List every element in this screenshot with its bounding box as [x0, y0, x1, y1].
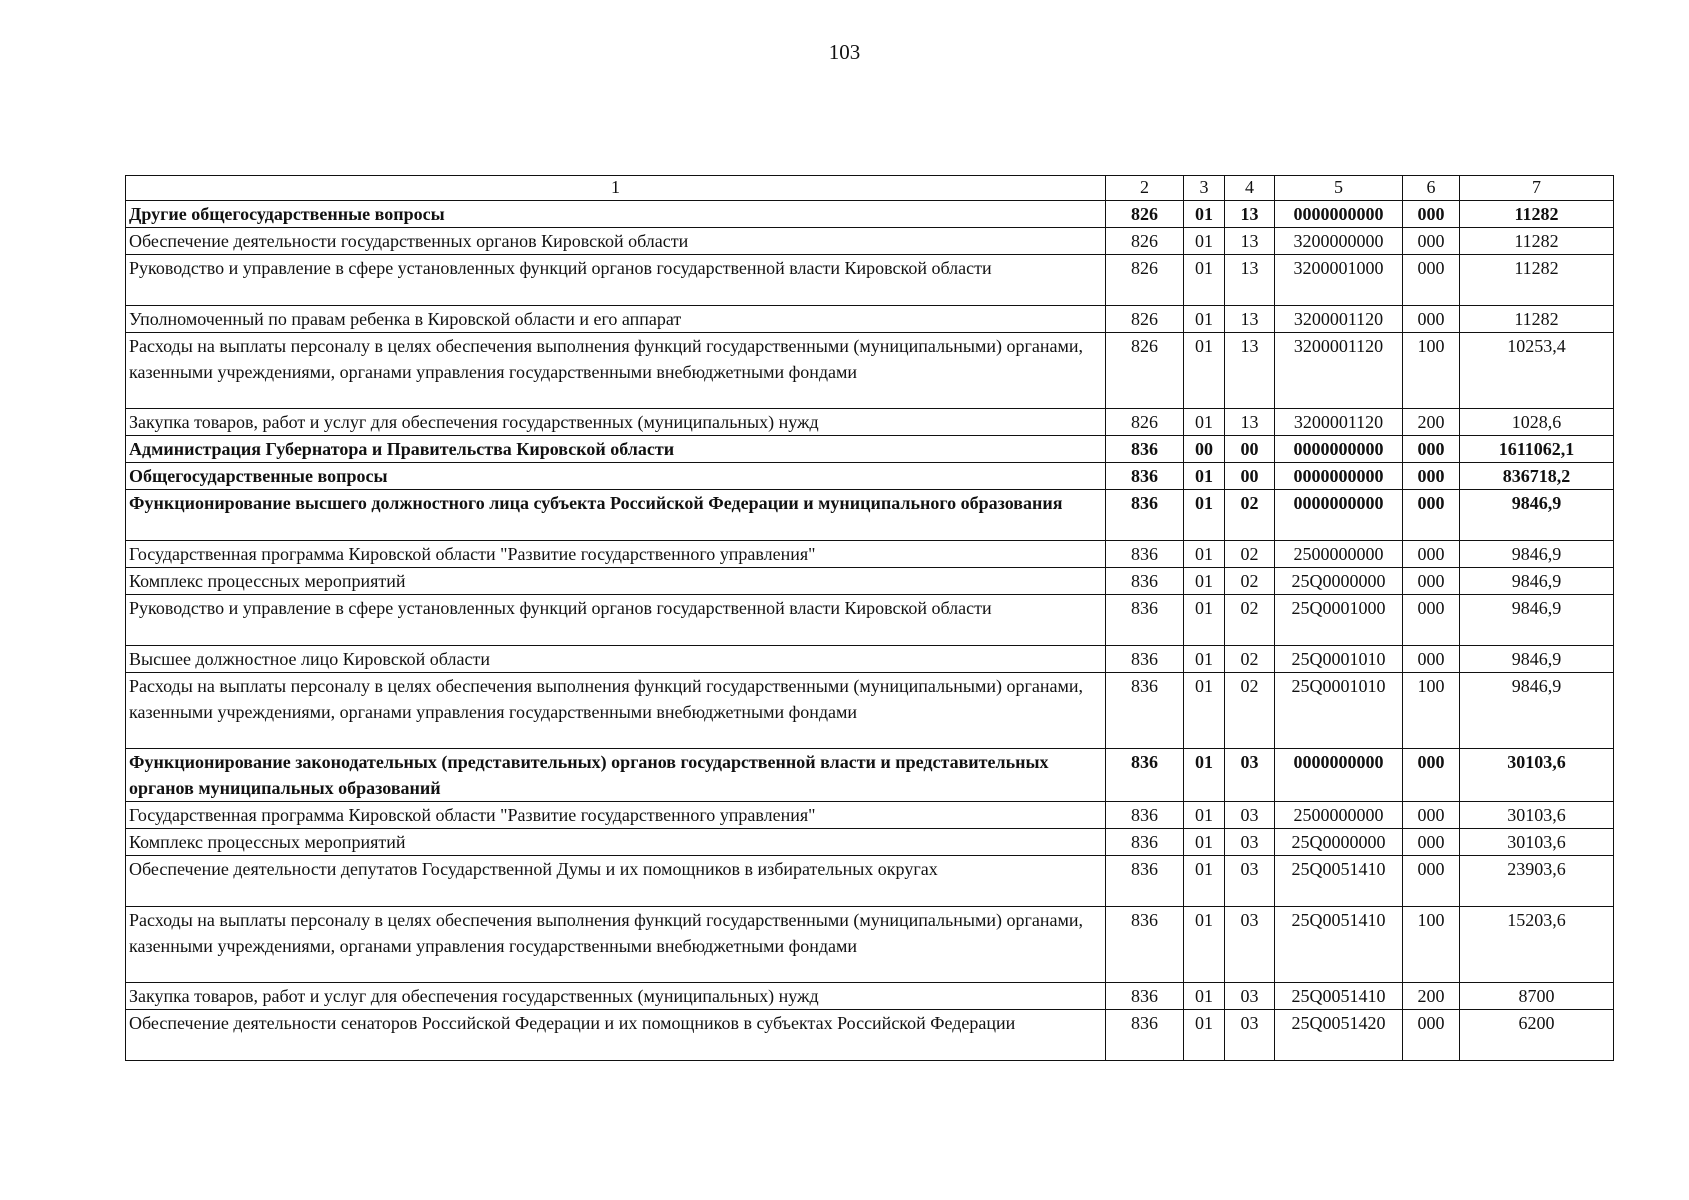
table-row	[126, 1010, 1614, 1061]
row-name-cell: Функционирование законодательных (представительных) органов государственной власти и представительных органов муниципальных образований	[126, 749, 1106, 802]
target-article-cell: 0000000000	[1275, 490, 1403, 541]
subsection-code-cell: 02	[1225, 595, 1275, 646]
table-row	[126, 983, 1614, 1010]
expense-type-cell: 000	[1403, 856, 1460, 907]
target-article-cell: 25Q0001010	[1275, 646, 1403, 673]
expense-type-cell: 000	[1403, 255, 1460, 306]
table-body	[126, 201, 1614, 1061]
section-code-cell: 01	[1184, 646, 1225, 673]
section-code-cell: 01	[1184, 333, 1225, 409]
target-article-cell: 25Q0051410	[1275, 856, 1403, 907]
table-row	[126, 802, 1614, 829]
section-code-cell: 01	[1184, 749, 1225, 802]
row-name-cell: Расходы на выплаты персоналу в целях обеспечения выполнения функций государственными (муниципальными) органами, казенными учреждениями, органами управления государственными внебюджетными фондами	[126, 673, 1106, 749]
row-name-cell: Расходы на выплаты персоналу в целях обеспечения выполнения функций государственными (муниципальными) органами, казенными учреждениями, органами управления государственными внебюджетными фондами	[126, 907, 1106, 983]
subsection-code-cell: 00	[1225, 463, 1275, 490]
amount-cell: 30103,6	[1460, 802, 1614, 829]
expense-type-cell: 000	[1403, 541, 1460, 568]
amount-cell: 30103,6	[1460, 829, 1614, 856]
column-header: 7	[1460, 176, 1614, 201]
admin-code-cell: 836	[1106, 595, 1184, 646]
row-name-cell: Закупка товаров, работ и услуг для обеспечения государственных (муниципальных) нужд	[126, 983, 1106, 1010]
subsection-code-cell: 13	[1225, 409, 1275, 436]
target-article-cell: 25Q0000000	[1275, 568, 1403, 595]
admin-code-cell: 836	[1106, 436, 1184, 463]
section-code-cell: 01	[1184, 856, 1225, 907]
expense-type-cell: 000	[1403, 463, 1460, 490]
subsection-code-cell: 13	[1225, 201, 1275, 228]
amount-cell: 23903,6	[1460, 856, 1614, 907]
table-row	[126, 201, 1614, 228]
amount-cell: 9846,9	[1460, 541, 1614, 568]
budget-table	[125, 175, 1614, 1061]
table-row	[126, 436, 1614, 463]
expense-type-cell: 000	[1403, 568, 1460, 595]
expense-type-cell: 000	[1403, 201, 1460, 228]
target-article-cell: 25Q0051420	[1275, 1010, 1403, 1061]
table-row	[126, 541, 1614, 568]
expense-type-cell: 200	[1403, 409, 1460, 436]
table-row	[126, 829, 1614, 856]
amount-cell: 6200	[1460, 1010, 1614, 1061]
admin-code-cell: 836	[1106, 1010, 1184, 1061]
amount-cell: 15203,6	[1460, 907, 1614, 983]
subsection-code-cell: 03	[1225, 907, 1275, 983]
subsection-code-cell: 13	[1225, 228, 1275, 255]
expense-type-cell: 000	[1403, 436, 1460, 463]
amount-cell: 9846,9	[1460, 673, 1614, 749]
admin-code-cell: 836	[1106, 983, 1184, 1010]
table-header-row	[126, 176, 1614, 201]
row-name-cell: Государственная программа Кировской области "Развитие государственного управления"	[126, 541, 1106, 568]
table-row	[126, 673, 1614, 749]
expense-type-cell: 000	[1403, 802, 1460, 829]
subsection-code-cell: 00	[1225, 436, 1275, 463]
amount-cell: 9846,9	[1460, 646, 1614, 673]
target-article-cell: 0000000000	[1275, 436, 1403, 463]
amount-cell: 9846,9	[1460, 490, 1614, 541]
target-article-cell: 25Q0001010	[1275, 673, 1403, 749]
expense-type-cell: 000	[1403, 306, 1460, 333]
column-header: 2	[1106, 176, 1184, 201]
section-code-cell: 01	[1184, 829, 1225, 856]
amount-cell: 1028,6	[1460, 409, 1614, 436]
amount-cell: 11282	[1460, 255, 1614, 306]
admin-code-cell: 826	[1106, 306, 1184, 333]
target-article-cell: 3200001120	[1275, 333, 1403, 409]
table-row	[126, 333, 1614, 409]
column-header: 6	[1403, 176, 1460, 201]
admin-code-cell: 836	[1106, 673, 1184, 749]
target-article-cell: 25Q0000000	[1275, 829, 1403, 856]
admin-code-cell: 836	[1106, 856, 1184, 907]
section-code-cell: 01	[1184, 983, 1225, 1010]
subsection-code-cell: 03	[1225, 1010, 1275, 1061]
table-row	[126, 749, 1614, 802]
expense-type-cell: 200	[1403, 983, 1460, 1010]
row-name-cell: Общегосударственные вопросы	[126, 463, 1106, 490]
target-article-cell: 0000000000	[1275, 463, 1403, 490]
section-code-cell: 01	[1184, 1010, 1225, 1061]
section-code-cell: 01	[1184, 802, 1225, 829]
admin-code-cell: 836	[1106, 802, 1184, 829]
expense-type-cell: 000	[1403, 749, 1460, 802]
target-article-cell: 0000000000	[1275, 749, 1403, 802]
table-row	[126, 228, 1614, 255]
subsection-code-cell: 03	[1225, 749, 1275, 802]
section-code-cell: 01	[1184, 463, 1225, 490]
target-article-cell: 25Q0001000	[1275, 595, 1403, 646]
row-name-cell: Высшее должностное лицо Кировской области	[126, 646, 1106, 673]
column-header: 4	[1225, 176, 1275, 201]
table-row	[126, 568, 1614, 595]
section-code-cell: 01	[1184, 490, 1225, 541]
table-row	[126, 595, 1614, 646]
section-code-cell: 01	[1184, 306, 1225, 333]
expense-type-cell: 000	[1403, 646, 1460, 673]
table-row	[126, 856, 1614, 907]
section-code-cell: 00	[1184, 436, 1225, 463]
target-article-cell: 2500000000	[1275, 802, 1403, 829]
admin-code-cell: 836	[1106, 907, 1184, 983]
row-name-cell: Обеспечение деятельности сенаторов Российской Федерации и их помощников в субъектах Российской Федерации	[126, 1010, 1106, 1061]
row-name-cell: Руководство и управление в сфере установленных функций органов государственной власти Кировской области	[126, 595, 1106, 646]
amount-cell: 1611062,1	[1460, 436, 1614, 463]
target-article-cell: 2500000000	[1275, 541, 1403, 568]
subsection-code-cell: 13	[1225, 333, 1275, 409]
target-article-cell: 3200001120	[1275, 409, 1403, 436]
section-code-cell: 01	[1184, 228, 1225, 255]
row-name-cell: Государственная программа Кировской области "Развитие государственного управления"	[126, 802, 1106, 829]
table-row	[126, 306, 1614, 333]
amount-cell: 8700	[1460, 983, 1614, 1010]
target-article-cell: 3200001000	[1275, 255, 1403, 306]
expense-type-cell: 100	[1403, 907, 1460, 983]
table-row	[126, 490, 1614, 541]
subsection-code-cell: 02	[1225, 541, 1275, 568]
amount-cell: 836718,2	[1460, 463, 1614, 490]
target-article-cell: 3200001120	[1275, 306, 1403, 333]
subsection-code-cell: 03	[1225, 802, 1275, 829]
expense-type-cell: 000	[1403, 595, 1460, 646]
amount-cell: 11282	[1460, 306, 1614, 333]
admin-code-cell: 826	[1106, 409, 1184, 436]
column-header: 3	[1184, 176, 1225, 201]
row-name-cell: Обеспечение деятельности депутатов Государственной Думы и их помощников в избирательных округах	[126, 856, 1106, 907]
table-row	[126, 646, 1614, 673]
admin-code-cell: 836	[1106, 568, 1184, 595]
admin-code-cell: 836	[1106, 490, 1184, 541]
section-code-cell: 01	[1184, 201, 1225, 228]
amount-cell: 11282	[1460, 228, 1614, 255]
row-name-cell: Обеспечение деятельности государственных органов Кировской области	[126, 228, 1106, 255]
section-code-cell: 01	[1184, 595, 1225, 646]
subsection-code-cell: 02	[1225, 490, 1275, 541]
table-row	[126, 255, 1614, 306]
subsection-code-cell: 03	[1225, 856, 1275, 907]
subsection-code-cell: 03	[1225, 983, 1275, 1010]
section-code-cell: 01	[1184, 409, 1225, 436]
row-name-cell: Функционирование высшего должностного лица субъекта Российской Федерации и муниципального образования	[126, 490, 1106, 541]
admin-code-cell: 836	[1106, 646, 1184, 673]
row-name-cell: Руководство и управление в сфере установленных функций органов государственной власти Кировской области	[126, 255, 1106, 306]
amount-cell: 9846,9	[1460, 595, 1614, 646]
expense-type-cell: 000	[1403, 829, 1460, 856]
section-code-cell: 01	[1184, 568, 1225, 595]
row-name-cell: Администрация Губернатора и Правительства Кировской области	[126, 436, 1106, 463]
subsection-code-cell: 13	[1225, 255, 1275, 306]
admin-code-cell: 836	[1106, 829, 1184, 856]
expense-type-cell: 100	[1403, 673, 1460, 749]
amount-cell: 11282	[1460, 201, 1614, 228]
target-article-cell: 25Q0051410	[1275, 907, 1403, 983]
admin-code-cell: 826	[1106, 228, 1184, 255]
row-name-cell: Комплекс процессных мероприятий	[126, 568, 1106, 595]
expense-type-cell: 000	[1403, 228, 1460, 255]
section-code-cell: 01	[1184, 673, 1225, 749]
admin-code-cell: 826	[1106, 333, 1184, 409]
subsection-code-cell: 02	[1225, 568, 1275, 595]
admin-code-cell: 836	[1106, 749, 1184, 802]
table-row	[126, 409, 1614, 436]
admin-code-cell: 836	[1106, 463, 1184, 490]
subsection-code-cell: 13	[1225, 306, 1275, 333]
row-name-cell: Комплекс процессных мероприятий	[126, 829, 1106, 856]
column-header: 5	[1275, 176, 1403, 201]
page-number: 103	[828, 40, 861, 64]
target-article-cell: 3200000000	[1275, 228, 1403, 255]
admin-code-cell: 836	[1106, 541, 1184, 568]
admin-code-cell: 826	[1106, 201, 1184, 228]
expense-type-cell: 000	[1403, 1010, 1460, 1061]
subsection-code-cell: 02	[1225, 673, 1275, 749]
row-name-cell: Закупка товаров, работ и услуг для обеспечения государственных (муниципальных) нужд	[126, 409, 1106, 436]
table-row	[126, 463, 1614, 490]
row-name-cell: Другие общегосударственные вопросы	[126, 201, 1106, 228]
subsection-code-cell: 02	[1225, 646, 1275, 673]
subsection-code-cell: 03	[1225, 829, 1275, 856]
section-code-cell: 01	[1184, 907, 1225, 983]
admin-code-cell: 826	[1106, 255, 1184, 306]
target-article-cell: 0000000000	[1275, 201, 1403, 228]
row-name-cell: Расходы на выплаты персоналу в целях обеспечения выполнения функций государственными (муниципальными) органами, казенными учреждениями, органами управления государственными внебюджетными фондами	[126, 333, 1106, 409]
target-article-cell: 25Q0051410	[1275, 983, 1403, 1010]
section-code-cell: 01	[1184, 255, 1225, 306]
expense-type-cell: 000	[1403, 490, 1460, 541]
section-code-cell: 01	[1184, 541, 1225, 568]
column-header: 1	[126, 176, 1106, 201]
table-row	[126, 907, 1614, 983]
amount-cell: 10253,4	[1460, 333, 1614, 409]
amount-cell: 9846,9	[1460, 568, 1614, 595]
expense-type-cell: 100	[1403, 333, 1460, 409]
row-name-cell: Уполномоченный по правам ребенка в Кировской области и его аппарат	[126, 306, 1106, 333]
amount-cell: 30103,6	[1460, 749, 1614, 802]
